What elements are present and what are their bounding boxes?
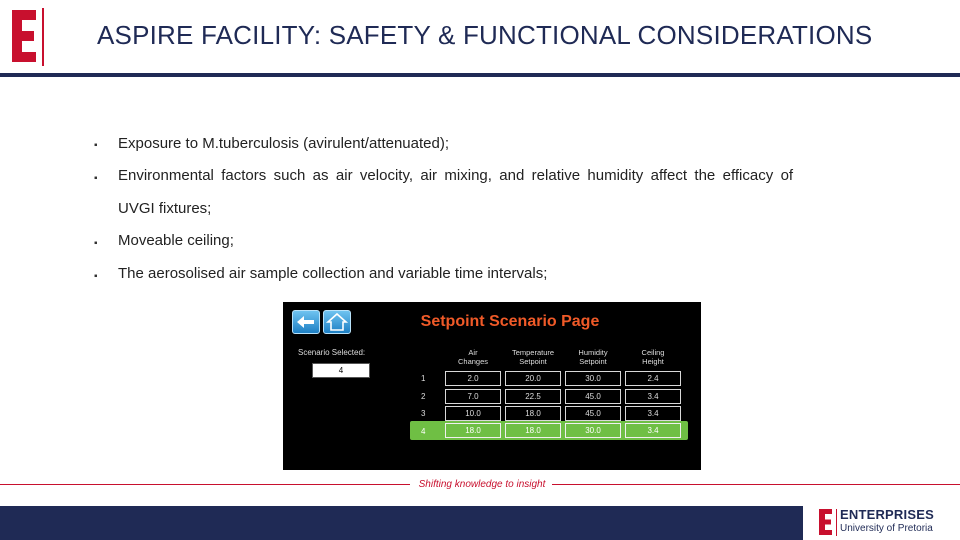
red-e-logo-icon	[10, 8, 38, 64]
setpoint-title: Setpoint Scenario Page	[420, 313, 600, 330]
scenario-label: Scenario Selected:	[298, 348, 366, 357]
column-header-humidity: Humidity Setpoint	[578, 348, 608, 366]
bullet-marker: ▪	[94, 173, 98, 184]
bullet-item: Moveable ceiling;	[118, 232, 234, 249]
row-index: 3	[421, 409, 426, 418]
bullet-item-continuation: UVGI fixtures;	[118, 200, 212, 217]
table-cell[interactable]: 22.5	[505, 389, 561, 404]
table-cell-selected[interactable]: 18.0	[445, 423, 501, 438]
table-cell[interactable]: 7.0	[445, 389, 501, 404]
table-cell[interactable]: 45.0	[565, 389, 621, 404]
brand-logo	[803, 506, 960, 540]
table-cell[interactable]: 3.4	[625, 389, 681, 404]
setpoint-screenshot	[283, 302, 701, 470]
table-cell[interactable]: 2.0	[445, 371, 501, 386]
column-header-ceiling: Ceiling Height	[641, 348, 665, 366]
tagline: Shifting knowledge to insight	[418, 479, 546, 490]
table-cell[interactable]: 18.0	[505, 406, 561, 421]
table-cell-selected[interactable]: 30.0	[565, 423, 621, 438]
row-index: 2	[421, 392, 426, 401]
table-cell[interactable]: 10.0	[445, 406, 501, 421]
brand-name: ENTERPRISES	[840, 507, 934, 522]
brand-subtitle: University of Pretoria	[840, 523, 933, 534]
table-cell-selected[interactable]: 18.0	[505, 423, 561, 438]
bullet-item: The aerosolised air sample collection and variable time intervals;	[118, 265, 548, 282]
footer-band	[0, 506, 803, 540]
table-cell[interactable]: 45.0	[565, 406, 621, 421]
bullet-marker: ▪	[94, 271, 98, 282]
table-cell[interactable]: 3.4	[625, 406, 681, 421]
table-cell-selected[interactable]: 3.4	[625, 423, 681, 438]
bullet-item: Environmental factors such as air velocity, air mixing, and relative humidity affect the efficacy of	[118, 167, 794, 184]
scenario-selected-field[interactable]: 4	[312, 363, 370, 378]
footer-rule	[552, 484, 960, 485]
row-index: 1	[421, 374, 426, 383]
bullet-marker: ▪	[94, 238, 98, 249]
column-header-air-changes: Air Changes	[457, 348, 489, 366]
table-cell[interactable]: 20.0	[505, 371, 561, 386]
brand-e-icon	[819, 509, 832, 535]
header-rule	[0, 73, 960, 77]
column-header-temperature: Temperature Setpoint	[511, 348, 555, 366]
footer-rule	[0, 484, 410, 485]
table-cell[interactable]: 2.4	[625, 371, 681, 386]
page-title: ASPIRE FACILITY: SAFETY & FUNCTIONAL CONSIDERATIONS	[97, 20, 873, 50]
table-cell[interactable]: 30.0	[565, 371, 621, 386]
bullet-marker: ▪	[94, 140, 98, 151]
brand-divider	[836, 509, 837, 536]
row-index: 4	[421, 427, 426, 436]
logo-divider	[42, 8, 44, 66]
bullet-item: Exposure to M.tuberculosis (avirulent/attenuated);	[118, 135, 450, 152]
